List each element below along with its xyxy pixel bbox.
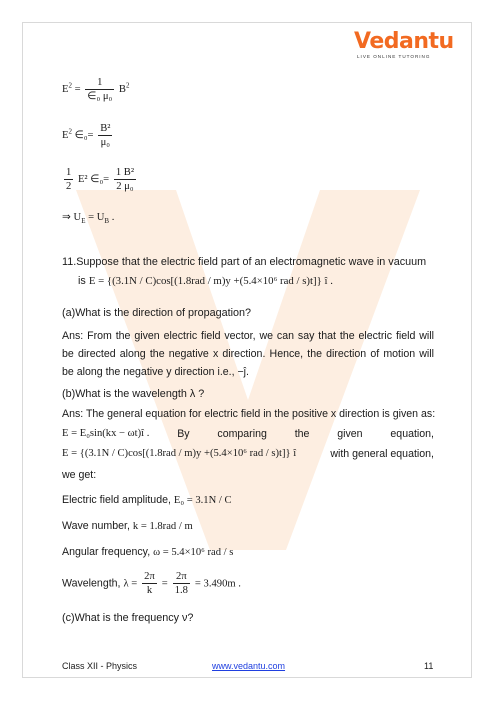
- answer-b-line3-tail: with general equation,: [330, 448, 434, 460]
- question-11-line1: 11.Suppose that the electric field part of an electromagnetic wave in vacuum: [62, 256, 427, 268]
- eq1-den: ∈₀ μ₀: [87, 91, 113, 102]
- eq4-sub2: B: [104, 217, 110, 226]
- answer-b-line1: Ans: The general equation for electric field in the positive x direction is given as:: [62, 408, 436, 420]
- qa-question: What is the direction of propagation?: [75, 307, 252, 319]
- q11-equation: E = {(3.1N / C)cos[(1.8rad / m)y +(5.4×10⁶ rad / s)t]} î .: [88, 275, 333, 287]
- angular-value: ω = 5.4×10⁶ rad / s: [153, 547, 234, 558]
- eq2-den: μ₀: [100, 137, 110, 148]
- eq3-num1: 1: [66, 167, 72, 178]
- qb-label: (b): [62, 388, 76, 400]
- wl-num1: 2π: [144, 571, 155, 582]
- wl-den1: k: [146, 585, 153, 596]
- equation-energy-4: [62, 210, 114, 229]
- amplitude-row: [62, 494, 232, 506]
- amplitude-label: Electric field amplitude,: [62, 494, 171, 506]
- eq1-fraction: [85, 76, 114, 103]
- eq3-den2: 2 μ₀: [116, 181, 134, 192]
- wavelength-fraction-1: [142, 570, 157, 597]
- answer-a: Ans: From the given electric field vector, we can say that the electric field will be directed along the negative x direction. Hence, the direction of motion will be along the negative y direction i.e., −ĵ.: [62, 330, 434, 378]
- question-c: [62, 612, 193, 624]
- word-comparing: comparing: [217, 428, 267, 440]
- eq3-mid: E² ∈₀=: [77, 173, 110, 185]
- eq3-fraction-2: [114, 166, 136, 193]
- qc-question: What is the frequency ν?: [74, 612, 194, 624]
- footer-page-number: 11: [424, 661, 434, 671]
- qc-label: (c): [62, 612, 75, 624]
- wavenumber-label: Wave number,: [62, 520, 130, 532]
- wavenumber-row: [62, 520, 193, 532]
- eq3-den1: 2: [66, 181, 72, 192]
- word-given: given: [337, 428, 363, 440]
- equation-energy-3: [62, 166, 138, 193]
- angular-frequency-row: [62, 546, 233, 558]
- eq3-fraction-1: [64, 166, 73, 193]
- footer-class: Class XII - Physics: [62, 661, 138, 671]
- eq1-rhs-sup: 2: [125, 81, 130, 90]
- amplitude-value: E₀ = 3.1N / C: [173, 495, 232, 506]
- eq2-fraction: [98, 122, 112, 149]
- eq1-num: 1: [85, 76, 114, 90]
- equation-energy-1: [62, 76, 129, 103]
- wavenumber-value: k = 1.8rad / m: [132, 521, 193, 532]
- eq4-mid: = U: [85, 212, 105, 223]
- given-equation: E = {(3.1N / C)cos[(1.8rad / m)y +(5.4×10⁶ rad / s)t]} î: [62, 448, 297, 459]
- equation-energy-2: [62, 122, 114, 149]
- question-b: [62, 388, 204, 400]
- question-11-line2: [78, 275, 333, 287]
- answer-b-line3: [62, 448, 434, 460]
- eq2-sup: 2: [68, 127, 72, 136]
- answer-b-line2: [62, 428, 434, 440]
- eq3-num2: 1 B²: [115, 167, 134, 178]
- answer-b-line4: we get:: [62, 469, 97, 481]
- eq2-num: B²: [100, 123, 111, 134]
- word-by: By: [177, 428, 190, 440]
- logo-tagline: LIVE ONLINE TUTORING: [357, 54, 431, 59]
- eq4-end: .: [109, 212, 115, 223]
- eq2-lhs: E: [62, 129, 69, 141]
- question-a: [62, 307, 251, 319]
- qb-question: What is the wavelength λ ?: [75, 388, 205, 400]
- vedantu-logo: [354, 30, 474, 59]
- footer-link[interactable]: www.vedantu.com: [212, 661, 286, 671]
- wavelength-fraction-2: [173, 570, 190, 597]
- word-equation: equation,: [390, 428, 434, 440]
- wavelength-lhs: λ =: [123, 578, 138, 590]
- general-equation: E = E₀sin(kx − ωt)î .: [62, 428, 150, 439]
- eq1-equals: =: [71, 83, 84, 95]
- qa-label: (a): [62, 307, 76, 319]
- wl-den2: 1.8: [174, 585, 188, 596]
- angular-label: Angular frequency,: [62, 546, 151, 558]
- wavelength-row: Wavelength, λ = $\frac{2\pi}{k}$ = $\frac{2\pi}{1.8}$ = 3.490m .: [62, 571, 241, 596]
- eq1-rhs: B: [118, 83, 126, 95]
- word-the: the: [294, 428, 310, 440]
- eq1-lhs: E: [62, 83, 69, 95]
- wavelength-result: = 3.490m .: [194, 578, 241, 590]
- eq1-sup: 2: [68, 81, 72, 90]
- wavelength-label: Wavelength,: [62, 577, 121, 590]
- eq4-text: ⇒ U: [62, 212, 82, 223]
- eq2-mid: ∈₀=: [71, 129, 97, 141]
- wl-num2: 2π: [173, 570, 190, 584]
- eq4-sub1: E: [81, 217, 86, 226]
- logo-word: Vedantu: [354, 29, 454, 54]
- q11-prefix: is: [78, 275, 89, 287]
